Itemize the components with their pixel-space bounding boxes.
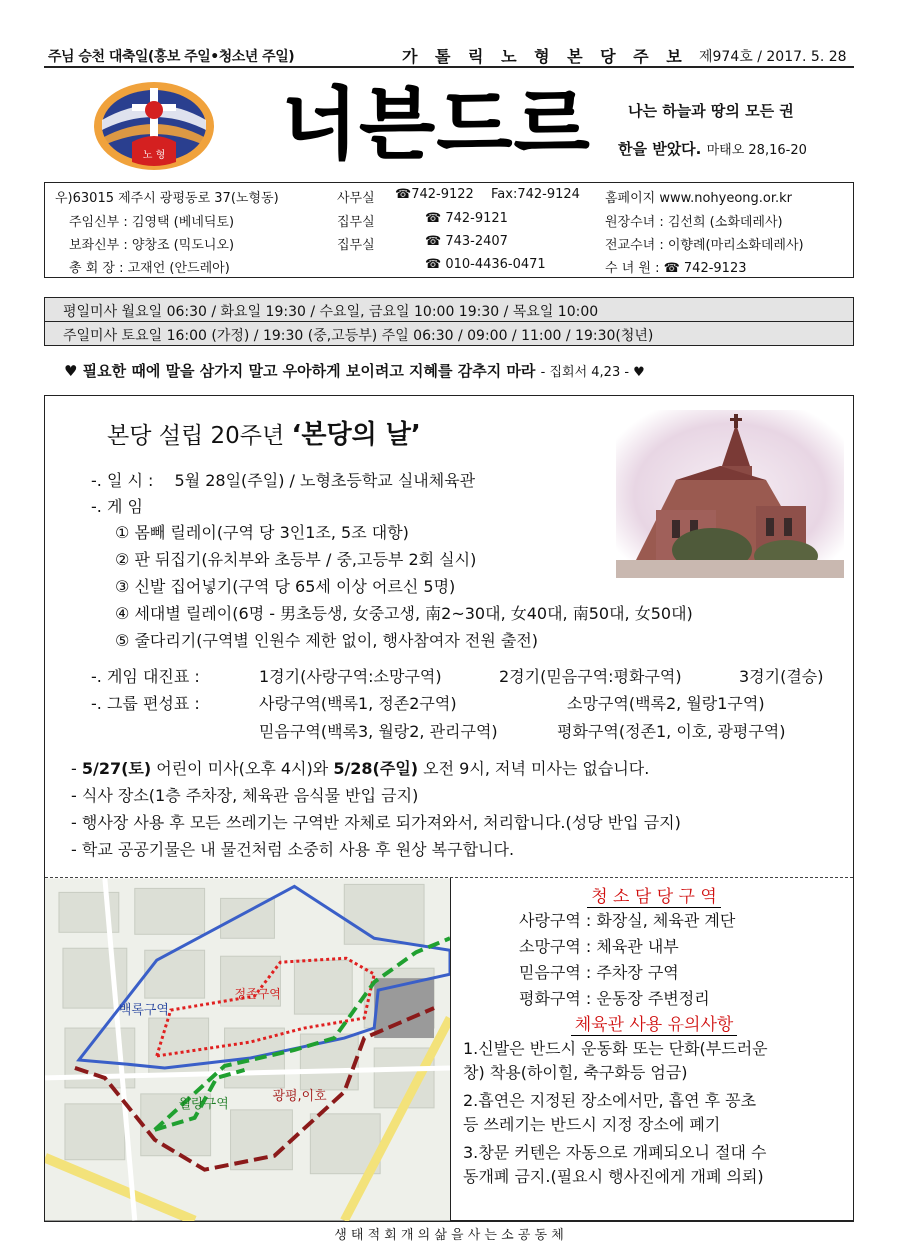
- homepage[interactable]: 홈페이지 www.nohyeong.or.kr: [605, 191, 793, 206]
- group-name: 평화구역: [557, 722, 619, 741]
- rectory-label-1: 집무실: [337, 215, 375, 230]
- group-item: [557, 719, 785, 742]
- group-item: [259, 719, 498, 742]
- game-number: ⑤: [115, 631, 130, 650]
- assistant-priest: 보좌신부 : 양창조 (믹도니오): [69, 238, 235, 253]
- cleaning-title-text: 청 소 담 당 구 역: [587, 887, 721, 908]
- cleaning-panel: [455, 878, 853, 1221]
- rectory-tel-2: ☎ 743-2407: [425, 234, 508, 249]
- rule-line: 동개폐 금지.(필요시 행사진에게 개폐 의뢰): [463, 1167, 764, 1186]
- rule-line: 3.창문 커텐은 자동으로 개폐되오니 절대 수: [463, 1143, 767, 1162]
- weekly-quote: [64, 360, 844, 381]
- game-detail: (구역별 인원수 제한 없이, 행사참여자 전원 출전): [196, 631, 539, 650]
- game-number: ①: [115, 523, 130, 542]
- match-1: 1경기(사랑구역:소망구역): [259, 667, 442, 686]
- address: 우)63015 제주시 광평동로 37(노형동): [55, 191, 279, 206]
- convent: 수 녀 원 : ☎ 742-9123: [605, 261, 747, 276]
- notice-item: - 식사 장소(1층 주차장, 체육관 음식물 반입 금지): [71, 786, 419, 805]
- notice-date: 5/27(토): [81, 759, 152, 778]
- verse-line1: 나는 하늘과 땅의 모든 권: [628, 102, 794, 120]
- rule-line: 등 쓰레기는 반드시 지정 장소에 폐기: [463, 1115, 721, 1134]
- match-label: -. 게임 대진표 :: [91, 667, 200, 686]
- rule-line: 1.신발은 반드시 운동화 또는 단화(부드러운: [463, 1039, 768, 1058]
- superior-sister: 원장수녀 : 김선희 (소화데레사): [605, 215, 783, 230]
- game-item: [115, 520, 409, 543]
- notice-item: - 학교 공공기물은 내 물건처럼 소중히 사용 후 원상 복구합니다.: [71, 840, 515, 859]
- council-president: 총 회 장 : 고재언 (안드레아): [69, 261, 230, 276]
- missionary-sister: 전교수녀 : 이향례(마리소화데레사): [605, 238, 804, 253]
- event-date-row: [91, 468, 475, 491]
- group-name: 믿음구역: [259, 722, 321, 741]
- game-detail: (6명 - 男초등생, 女중고생, 南2~30대, 女40대, 南50대, 女50대): [232, 604, 693, 623]
- pastor: 주임신부 : 김영택 (베네딕토): [69, 215, 235, 230]
- notice-date: 5/28(주일): [333, 759, 419, 778]
- duty-item: 소망구역 : 체육관 내부: [519, 937, 679, 956]
- quote-text: ♥ 필요한 때에 말을 삼가지 말고 우아하게 보이려고 지혜를 감추지 마라: [64, 362, 536, 380]
- game-number: ④: [115, 604, 130, 623]
- game-name: 줄다리기: [134, 631, 197, 650]
- occasion: 주님 승천 대축일(홍보 주일•청소년 주일): [48, 49, 295, 65]
- duty-item: 사랑구역 : 화장실, 체육관 계단: [519, 911, 736, 930]
- rules-title: [455, 1010, 853, 1035]
- game-number: ③: [115, 577, 130, 596]
- game-name: 신발 집어넣기: [134, 577, 233, 596]
- game-name: 몸빼 릴레이: [134, 523, 217, 542]
- group-detail: (백록3, 월랑2, 관리구역): [320, 722, 498, 741]
- office-label: 사무실: [337, 191, 375, 206]
- game-number: ②: [115, 550, 130, 569]
- logo-text: 노 형: [142, 150, 166, 161]
- church-photo: [616, 410, 844, 578]
- map-label-baekrok: 백록구역: [118, 1003, 169, 1019]
- group-detail: (백록2, 월랑1구역): [628, 694, 765, 713]
- mass-schedule: [44, 297, 854, 346]
- match-3: 3경기(결승): [739, 667, 824, 686]
- parish-logo: [92, 80, 216, 172]
- rectory-label-2: 집무실: [337, 238, 375, 253]
- game-name: 세대별 릴레이: [134, 604, 233, 623]
- verse-line2: [618, 138, 807, 159]
- duty-item: 평화구역 : 운동장 주변정리: [519, 989, 710, 1008]
- sunday-mass: 주일미사 토요일 16:00 (가정) / 19:30 (중,고등부) 주일 06:30 / 09:00 / 11:00 / 19:30(청년): [63, 328, 654, 344]
- issue-header: [44, 44, 854, 68]
- map-label-gwangpyeong: 광평,이호: [272, 1088, 327, 1104]
- event-title: [107, 414, 421, 451]
- game-item: [115, 574, 455, 597]
- group-item: [567, 691, 765, 714]
- event-title-text: 본당 설립 20주년: [107, 423, 285, 449]
- group-name: 소망구역: [567, 694, 629, 713]
- event-date-label: -. 일 시 :: [91, 471, 154, 490]
- publication-name: 가 톨 릭 노 형 본 당 주 보: [402, 47, 688, 66]
- rectory-tel-1: ☎ 742-9121: [425, 211, 508, 226]
- notice-item: [71, 756, 649, 779]
- map-label-jeongjon: 정존구역: [234, 987, 281, 1002]
- cleaning-title: [455, 882, 853, 907]
- group-name: 사랑구역: [259, 694, 321, 713]
- verse-line2-text: 한을 받았다.: [618, 140, 702, 158]
- group-item: [259, 691, 457, 714]
- event-date-value: 5월 28일(주일) / 노형초등학교 실내체육관: [174, 471, 476, 490]
- notice-text: 오전 9시, 저녁 미사는 없습니다.: [418, 759, 650, 778]
- duty-item: 믿음구역 : 주차장 구역: [519, 963, 679, 982]
- event-box: [44, 395, 854, 1221]
- office-tel: ☎742-9122: [395, 187, 474, 202]
- event-title-quote: ‘본당의 날’: [291, 420, 421, 450]
- notice-text: 어린이 미사(오후 4시)와: [151, 759, 334, 778]
- group-label: -. 그룹 편성표 :: [91, 694, 200, 713]
- rules-title-text: 체육관 사용 유의사항: [571, 1015, 738, 1036]
- rule-line: 창) 착용(하이힐, 축구화등 엄금): [463, 1063, 688, 1082]
- quote-source: - 집회서 4,23 - ♥: [540, 365, 645, 380]
- game-detail: (구역 당 65세 이상 어르신 5명): [232, 577, 456, 596]
- rule-line: 2.흡연은 지정된 장소에서만, 흡연 후 꽁초: [463, 1091, 757, 1110]
- notice-item: - 행사장 사용 후 모든 쓰레기는 구역반 자체로 되가져와서, 처리합니다.(성당 반입 금지): [71, 813, 681, 832]
- footer-motto: 생 태 적 회 개 의 삶 을 사 는 소 공 동 체: [44, 1221, 854, 1243]
- parish-info-box: [44, 182, 854, 278]
- masthead-title: 너븐드르: [282, 80, 592, 170]
- game-name: 판 뒤집기: [134, 550, 202, 569]
- weekday-mass: 평일미사 월요일 06:30 / 화요일 19:30 / 수요일, 금요일 10:00 19:30 / 목요일 10:00: [45, 298, 853, 322]
- issue-number: 제974호 / 2017. 5. 28: [699, 49, 847, 65]
- game-detail: (구역 당 3인1조, 5조 대항): [216, 523, 409, 542]
- group-detail: (백록1, 정존2구역): [320, 694, 457, 713]
- council-tel: ☎ 010-4436-0471: [425, 257, 546, 272]
- fax: Fax:742-9124: [491, 187, 580, 202]
- game-item: [115, 601, 693, 624]
- game-item: [115, 547, 476, 570]
- match-2: 2경기(믿음구역:평화구역): [499, 667, 682, 686]
- map-label-wolrang: 월랑구역: [178, 1096, 229, 1112]
- game-item: [115, 628, 538, 651]
- notice-lead: -: [71, 759, 82, 778]
- verse-reference: 마태오 28,16-20: [706, 143, 807, 158]
- zone-map: [45, 878, 451, 1221]
- group-detail: (정존1, 이호, 광평구역): [618, 722, 786, 741]
- games-label: -. 게 임: [91, 497, 143, 516]
- game-detail: (유치부와 초등부 / 중,고등부 2회 실시): [201, 550, 477, 569]
- bottom-section: [45, 877, 853, 1220]
